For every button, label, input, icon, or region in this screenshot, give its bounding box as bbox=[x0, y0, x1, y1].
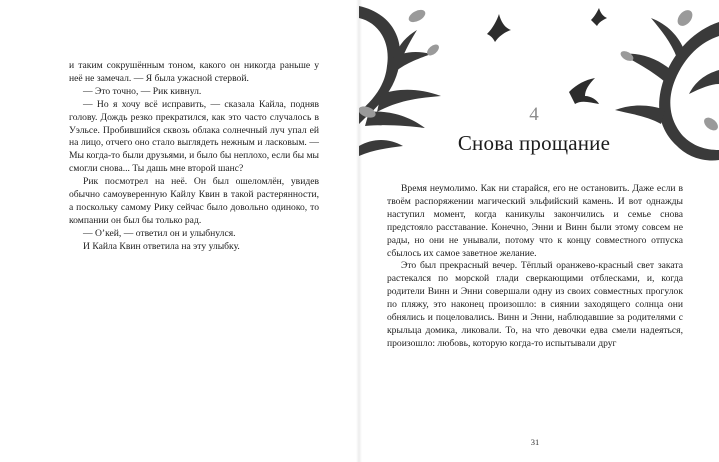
birds bbox=[487, 8, 607, 104]
left-paragraph-1: и таким сокрушённым тоном, какого он никогда раньше у неё не замечал. — Я была ужасной стервой. bbox=[69, 60, 319, 84]
leaf-icon bbox=[407, 7, 428, 24]
right-page bbox=[359, 0, 719, 462]
bird-icon bbox=[591, 8, 607, 26]
left-page bbox=[0, 0, 359, 462]
left-paragraph-5: — О’кей, — ответил он и улыбнулся. bbox=[83, 227, 236, 239]
bird-icon bbox=[487, 14, 511, 42]
leaf-icon bbox=[702, 115, 719, 133]
left-paragraph-2: — Это точно, — Рик кивнул. bbox=[83, 85, 202, 97]
left-paragraph-4: Рик посмотрел на неё. Он был ошеломлён, увидев обычно самоуверенную Кайлу Квин в такой растерянности, а поскольку самому Рику сейчас было довольно одиноко, то компании он был бы только рад. bbox=[69, 176, 319, 226]
chapter-number: 4 bbox=[529, 104, 539, 125]
tree-birds-illustration bbox=[359, 0, 719, 200]
right-paragraph-2: Это был прекрасный вечер. Тёплый оранжево-красный свет заката растекался по морской глади сверкающими отблесками, и, когда родители Винн и Энни совершали одну из своих совместных прогулок по пляжу, это наконец произошло: в сиянии заходящего солнца они обнялись и поцеловались. Винн и Энни, наблюдавшие за родителями с крыльца домика, ликовали. То, на что девочки едва смели надеяться, произошло: любовь, которую когда-то испытывали друг bbox=[387, 260, 683, 349]
bird-icon bbox=[569, 78, 599, 104]
chapter-title: Снова прощание bbox=[457, 131, 611, 155]
left-paragraph-6: И Кайла Квин ответила на эту улыбку. bbox=[83, 240, 240, 252]
leaf-icon bbox=[619, 49, 635, 63]
left-page-text bbox=[69, 60, 319, 254]
right-page-text bbox=[387, 183, 683, 351]
leaf-icon bbox=[675, 7, 696, 29]
left-paragraph-3: — Но я хочу всё исправить, — сказала Кайла, подняв голову. Дождь резко прекратился, как это часто случалось в Уэльсе. Пробившийся сквозь облака солнечный луч упал ей на лицо, отчего оно стало выглядеть нежным и ласковым. — Мы когда-то были друзьями, и было бы неплохо, если бы мы смогли снова... Ты дашь мне второй шанс? bbox=[69, 98, 319, 175]
right-paragraph-1: Время неумолимо. Как ни старайся, его не остановить. Даже если в твоём распоряжении магический эльфийский камень. И вот однажды наступил момент, когда каникулы закончились и семье снова предстояло расставание. Конечно, Энни и Винн были этому совсем не рады, но они не унывали, потому что к концу совместного отпуска сбылось их самое заветное желание. bbox=[387, 183, 683, 259]
page-number: 31 bbox=[530, 437, 540, 447]
